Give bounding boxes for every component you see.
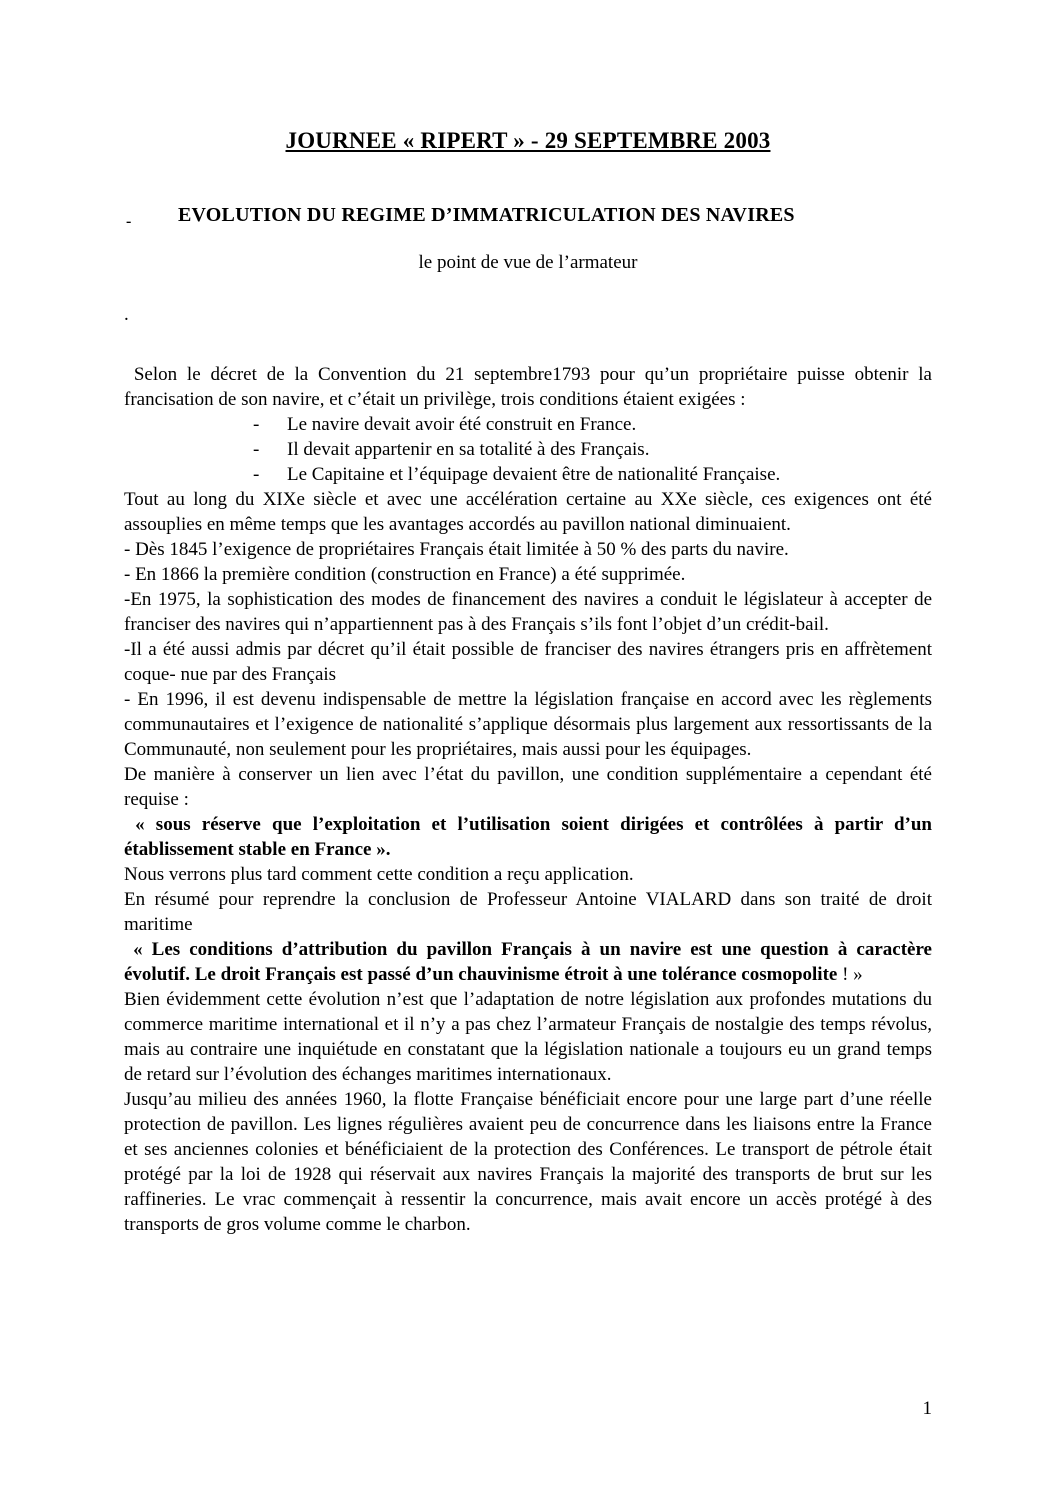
document-body — [124, 362, 932, 1237]
paragraph-tail: ! » — [837, 964, 863, 985]
document-subtitle: le point de vue de l’armateur — [418, 252, 638, 273]
paragraph: Jusqu’au milieu des années 1960, la flotte Française bénéficiait encore pour une large part d’une réelle protection de pavillon. Les lignes régulières avaient peu de concurrence dans les liaisons entre la France et ses anciennes colonies et bénéficiaient de la protection des Conférences. Le transport de pétrole était protégé par la loi de 1928 qui réservait aux navires Français la majorité des transports de brut sur les raffineries. Le vrac commençait à ressentir la concurrence, mais avait encore un accès protégé à des transports de gros volume comme le charbon. — [124, 1089, 932, 1235]
list-item-text: Le navire devait avoir été construit en France. — [287, 414, 637, 435]
list-item-text: Le Capitaine et l’équipage devaient être de nationalité Française. — [287, 464, 781, 485]
paragraph: -En 1975, la sophistication des modes de financement des navires a conduit le législateur à accepter de franciser des navires qui n’appartiennent pas à des Français s’ils font l’objet d’un crédit-bail. — [124, 589, 932, 635]
paragraph: -Il a été aussi admis par décret qu’il était possible de franciser des navires étrangers pris en affrètement coque- nue par des Français — [124, 639, 932, 685]
margin-dash-mark: - — [126, 213, 132, 230]
paragraph: - En 1996, il est devenu indispensable de mettre la législation française en accord avec les règlements communautaires et l’exigence de nationalité s’applique désormais plus largement aux ressortissants de la Communauté, non seulement pour les propriétaires, mais aussi pour les équipages. — [124, 689, 932, 760]
heading-row — [124, 204, 932, 230]
paragraph: Nous verrons plus tard comment cette condition a reçu application. — [124, 864, 634, 885]
page-number: 1 — [922, 1398, 932, 1419]
list-dash: - — [253, 439, 260, 460]
page-content — [124, 0, 932, 1237]
list-item — [124, 437, 932, 462]
paragraph: - Dès 1845 l’exigence de propriétaires Français était limitée à 50 % des parts du navire. — [124, 539, 789, 560]
paragraph: - En 1866 la première condition (construction en France) a été supprimée. — [124, 564, 686, 585]
list-dash: - — [253, 464, 260, 485]
paragraph: « sous réserve que l’exploitation et l’utilisation soient dirigées et contrôlées à partir d’un établissement stable en France ». — [124, 814, 932, 860]
list-dash: - — [253, 414, 260, 435]
list-item — [124, 462, 932, 487]
paragraph: En résumé pour reprendre la conclusion de Professeur Antoine VIALARD dans son traité de droit maritime — [124, 889, 932, 935]
paragraph: Bien évidemment cette évolution n’est que l’adaptation de notre législation aux profondes mutations du commerce maritime international et il n’y a pas chez l’armateur Français de nostalgie des temps révolus, mais au contraire une inquiétude en constatant que la législation nationale a toujours eu un grand temps de retard sur l’évolution des échanges maritimes internationaux. — [124, 989, 932, 1085]
list-item-text: Il devait appartenir en sa totalité à des Français. — [287, 439, 650, 460]
paragraph: De manière à conserver un lien avec l’état du pavillon, une condition supplémentaire a cependant été requise : — [124, 764, 932, 810]
document-title: JOURNEE « RIPERT » - 29 SEPTEMBRE 2003 — [285, 128, 771, 153]
document-heading: EVOLUTION DU REGIME D’IMMATRICULATION DES NAVIRES — [178, 204, 795, 226]
paragraph: Tout au long du XIXe siècle et avec une accélération certaine au XXe siècle, ces exigences ont été assouplies en même temps que les avantages accordés au pavillon national diminuaient. — [124, 489, 932, 535]
stray-period-mark: . — [124, 304, 129, 325]
paragraph: « Les conditions d’attribution du pavillon Français à un navire est une question à caractère évolutif. Le droit Français est passé d’un chauvinisme étroit à une tolérance cosmopolite ! » — [124, 939, 932, 985]
list-item — [124, 412, 932, 437]
paragraph: Selon le décret de la Convention du 21 septembre1793 pour qu’un propriétaire puisse obtenir la francisation de son navire, et c’était un privilège, trois conditions étaient exigées : — [124, 364, 932, 410]
